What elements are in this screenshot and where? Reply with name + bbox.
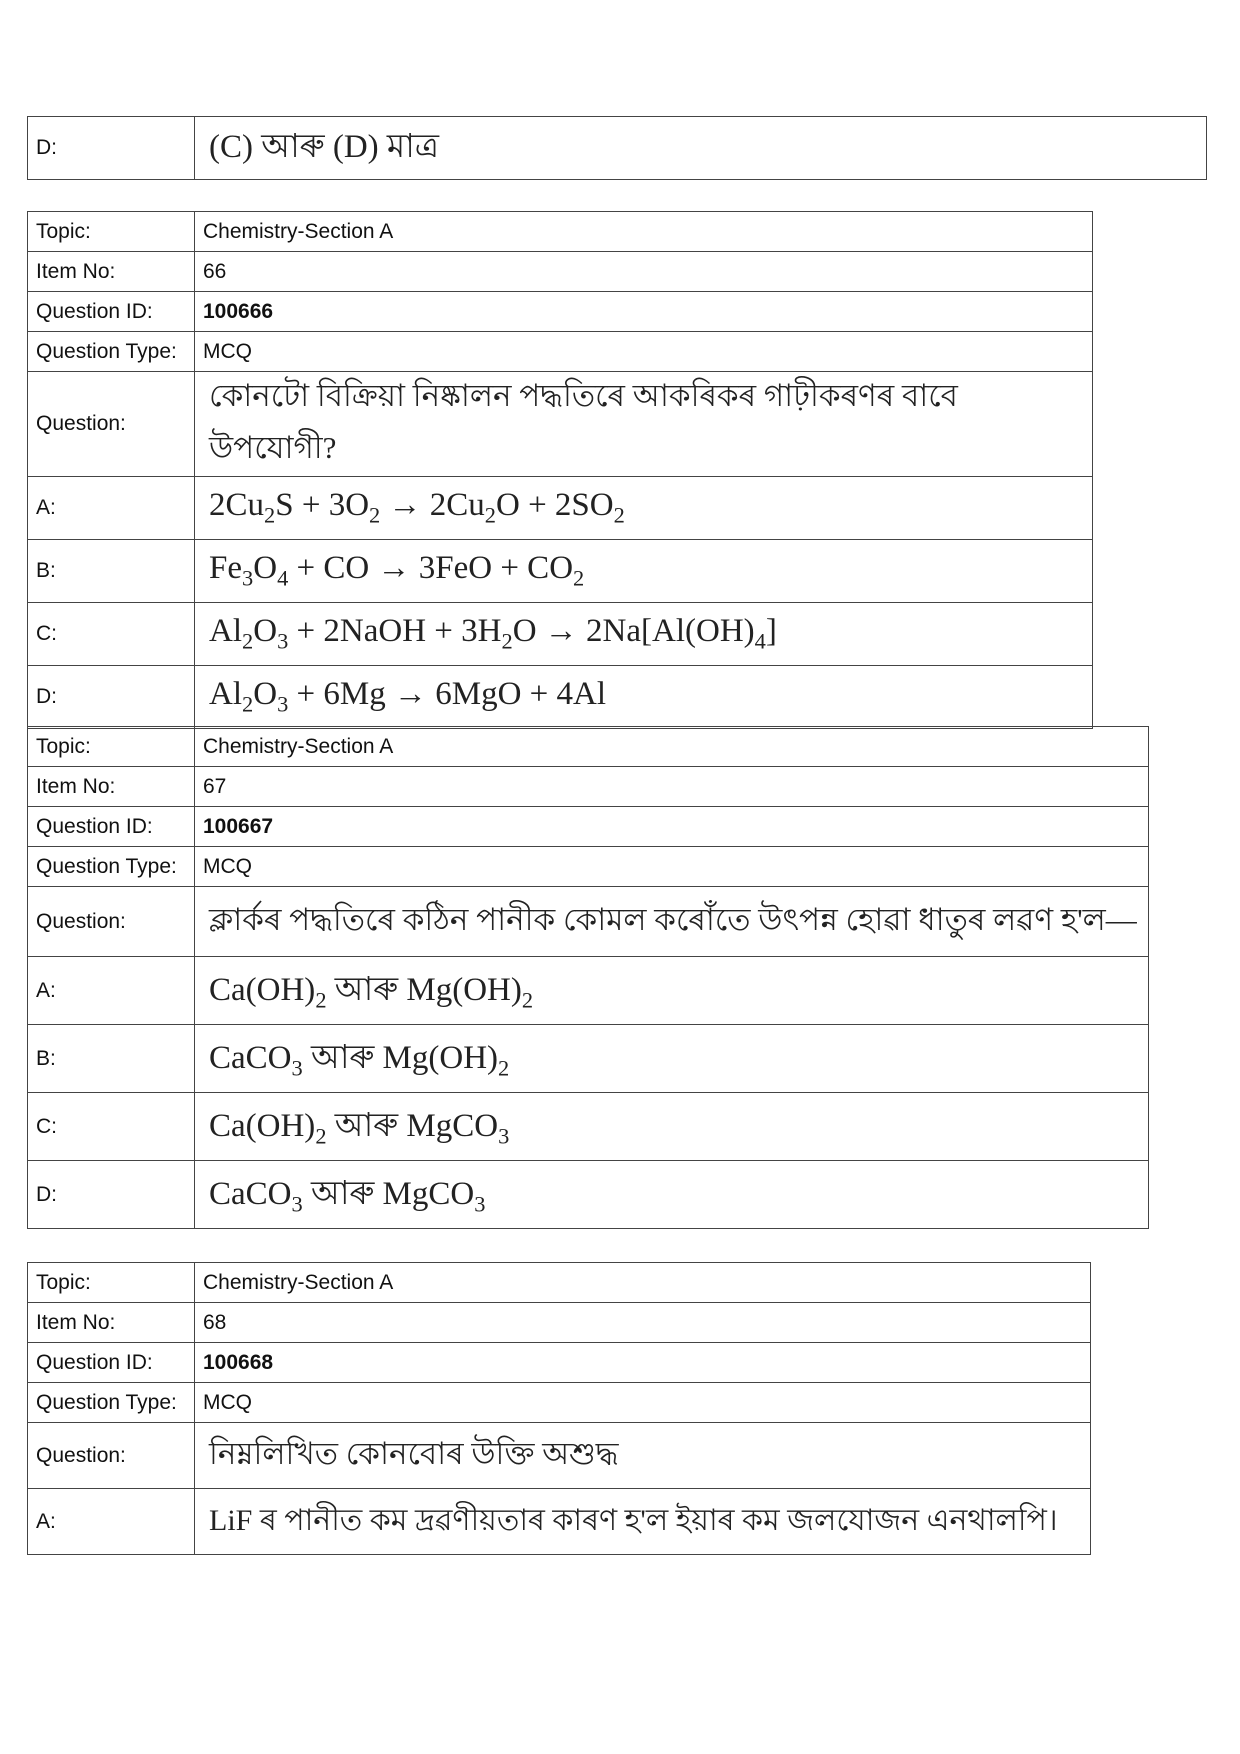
question-type-label: Question Type: — [28, 847, 195, 887]
formula-part: আৰু MgCO — [326, 1107, 499, 1144]
question-id-label: Question ID: — [28, 807, 195, 847]
option-d-value: (C) আৰু (D) মাত্ৰ — [195, 117, 1207, 180]
option-d-label: D: — [28, 1161, 195, 1229]
question-id-row — [28, 292, 1093, 332]
question-id-row — [28, 1343, 1091, 1383]
question-row — [28, 1423, 1091, 1489]
option-c-row — [28, 1093, 1149, 1161]
topic-row — [28, 1263, 1091, 1303]
topic-label: Topic: — [28, 212, 195, 252]
formula-part: 2Cu — [209, 487, 265, 524]
formula-subscript: 2 — [484, 502, 496, 528]
formula-part: Al — [209, 676, 242, 713]
formula-subscript: 3 — [474, 1191, 486, 1217]
question-type-value: MCQ — [195, 332, 1093, 372]
topic-row — [28, 212, 1093, 252]
option-a-row — [28, 477, 1093, 540]
topic-label: Topic: — [28, 1263, 195, 1303]
formula-part: O + 2SO — [495, 487, 614, 524]
option-b-formula — [195, 540, 1093, 603]
prev-question-table — [27, 116, 1207, 180]
formula-subscript: 3 — [291, 1191, 303, 1217]
item-label: Item No: — [28, 767, 195, 807]
question-text: কোনটো বিক্ৰিয়া নিষ্কালন পদ্ধতিৰে আকৰিকৰ গাঢ়ীকৰণৰ বাবে উপযোগী? — [195, 372, 1093, 477]
question-row — [28, 372, 1093, 477]
formula-part: O → 2Na[Al(OH) — [512, 613, 755, 650]
option-a-label: A: — [28, 477, 195, 540]
option-a-row — [28, 1489, 1091, 1555]
option-d-row — [28, 117, 1207, 180]
formula-part: CaCO — [209, 1175, 292, 1212]
formula-subscript: 3 — [291, 1055, 303, 1081]
formula-subscript: 2 — [264, 502, 276, 528]
option-c-formula — [195, 603, 1093, 666]
question-id-value: 100668 — [195, 1343, 1091, 1383]
item-row — [28, 252, 1093, 292]
formula-subscript: 2 — [369, 502, 381, 528]
option-d-row — [28, 1161, 1149, 1229]
question-id-label: Question ID: — [28, 1343, 195, 1383]
formula-part: Fe — [209, 550, 242, 587]
item-value: 67 — [195, 767, 1149, 807]
topic-value: Chemistry-Section A — [195, 727, 1149, 767]
formula-part: Al — [209, 613, 242, 650]
item-label: Item No: — [28, 1303, 195, 1343]
formula-subscript: 3 — [277, 691, 289, 717]
item-value: 66 — [195, 252, 1093, 292]
formula-part: Ca(OH) — [209, 1107, 316, 1144]
question-table-67 — [27, 726, 1149, 1229]
item-label: Item No: — [28, 252, 195, 292]
question-type-value: MCQ — [195, 1383, 1091, 1423]
formula-subscript: 2 — [613, 502, 625, 528]
question-type-row — [28, 1383, 1091, 1423]
question-table-66 — [27, 211, 1093, 729]
formula-subscript: 3 — [277, 628, 289, 654]
option-d-label: D: — [28, 117, 195, 180]
question-type-label: Question Type: — [28, 1383, 195, 1423]
formula-part: S + 3O — [275, 487, 370, 524]
formula-part: + CO → 3FeO + CO — [288, 550, 574, 587]
question-type-row — [28, 847, 1149, 887]
formula-part: আৰু Mg(OH) — [326, 971, 522, 1008]
topic-label: Topic: — [28, 727, 195, 767]
formula-part: আৰু Mg(OH) — [302, 1039, 499, 1076]
formula-part: + 6Mg → 6MgO + 4Al — [288, 676, 607, 713]
option-a-formula — [195, 957, 1149, 1025]
formula-subscript: 4 — [754, 628, 766, 654]
option-c-label: C: — [28, 603, 195, 666]
option-d-formula — [195, 666, 1093, 729]
option-a-formula — [195, 477, 1093, 540]
question-table-68 — [27, 1262, 1091, 1555]
option-a-row — [28, 957, 1149, 1025]
question-label: Question: — [28, 1423, 195, 1489]
option-d-row — [28, 666, 1093, 729]
option-d-label: D: — [28, 666, 195, 729]
formula-subscript: 2 — [315, 987, 327, 1013]
option-c-row — [28, 603, 1093, 666]
question-id-value: 100666 — [195, 292, 1093, 332]
question-text: নিম্নলিখিত কোনবোৰ উক্তি অশুদ্ধ — [195, 1423, 1091, 1489]
option-b-row — [28, 1025, 1149, 1093]
formula-part: ] — [765, 613, 777, 650]
topic-row — [28, 727, 1149, 767]
formula-subscript: 2 — [498, 1055, 510, 1081]
option-b-label: B: — [28, 540, 195, 603]
formula-part: + 2NaOH + 3H — [288, 613, 502, 650]
formula-subscript: 2 — [573, 565, 585, 591]
formula-subscript: 2 — [242, 691, 254, 717]
formula-subscript: 3 — [242, 565, 254, 591]
question-row — [28, 887, 1149, 957]
formula-part: আৰু MgCO — [302, 1175, 475, 1212]
option-b-row — [28, 540, 1093, 603]
item-row — [28, 1303, 1091, 1343]
formula-subscript: 2 — [521, 987, 534, 1013]
question-type-label: Question Type: — [28, 332, 195, 372]
question-id-label: Question ID: — [28, 292, 195, 332]
option-a-text: LiF ৰ পানীত কম দ্ৰৱণীয়তাৰ কাৰণ হ'ল ইয়াৰ কম জলযোজন এনথালপি। — [195, 1489, 1091, 1555]
question-label: Question: — [28, 887, 195, 957]
formula-part: O — [253, 613, 278, 650]
option-c-formula — [195, 1093, 1149, 1161]
option-c-label: C: — [28, 1093, 195, 1161]
question-type-value: MCQ — [195, 847, 1149, 887]
question-id-value: 100667 — [195, 807, 1149, 847]
question-id-row — [28, 807, 1149, 847]
question-text: ক্লাৰ্কৰ পদ্ধতিৰে কঠিন পানীক কোমল কৰোঁতে উৎপন্ন হোৱা ধাতুৰ লৱণ হ'ল— — [195, 887, 1149, 957]
item-value: 68 — [195, 1303, 1091, 1343]
formula-subscript: 2 — [242, 628, 254, 654]
option-a-label: A: — [28, 1489, 195, 1555]
formula-subscript: 4 — [277, 565, 289, 591]
formula-part: CaCO — [209, 1039, 292, 1076]
option-d-formula — [195, 1161, 1149, 1229]
formula-part: O — [253, 676, 278, 713]
formula-part: → 2Cu — [380, 487, 485, 524]
formula-subscript: 2 — [501, 628, 513, 654]
option-a-label: A: — [28, 957, 195, 1025]
formula-part: Ca(OH) — [209, 971, 316, 1008]
question-type-row — [28, 332, 1093, 372]
option-b-formula — [195, 1025, 1149, 1093]
question-label: Question: — [28, 372, 195, 477]
formula-subscript: 3 — [498, 1123, 510, 1149]
formula-part: O — [253, 550, 278, 587]
formula-subscript: 2 — [315, 1123, 327, 1149]
option-b-label: B: — [28, 1025, 195, 1093]
topic-value: Chemistry-Section A — [195, 212, 1093, 252]
item-row — [28, 767, 1149, 807]
topic-value: Chemistry-Section A — [195, 1263, 1091, 1303]
